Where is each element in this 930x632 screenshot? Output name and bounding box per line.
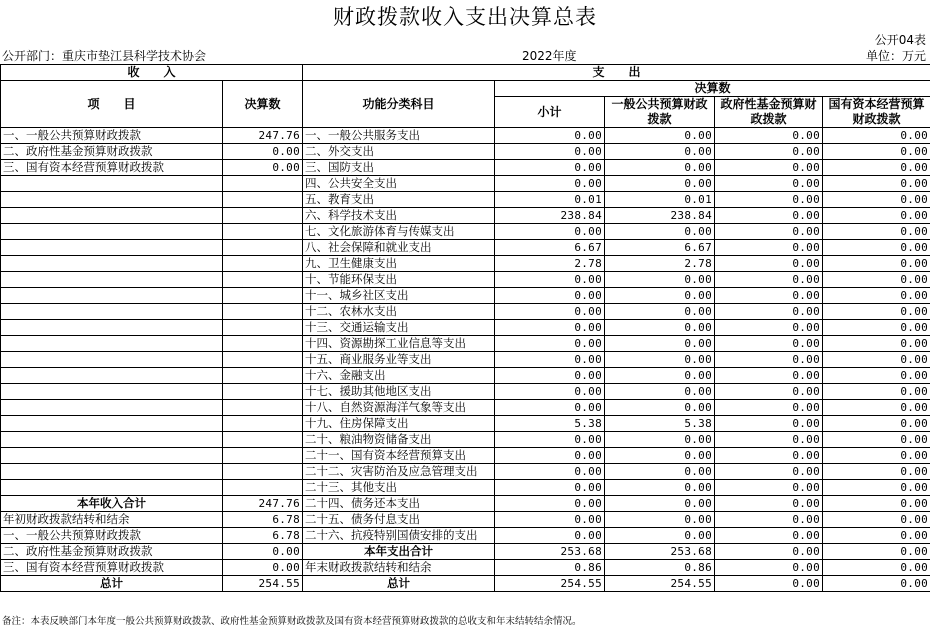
state-capital-value-cell: 0.00 bbox=[823, 480, 930, 496]
income-value-cell bbox=[223, 400, 303, 416]
general-budget-value-cell: 0.00 bbox=[605, 384, 715, 400]
income-item-cell bbox=[1, 208, 223, 224]
subtotal-value-cell: 0.00 bbox=[495, 400, 605, 416]
gov-fund-value-cell: 0.00 bbox=[715, 336, 823, 352]
state-capital-value-cell: 0.00 bbox=[823, 448, 930, 464]
state-capital-value-cell: 0.00 bbox=[823, 400, 930, 416]
expense-item-cell: 一、一般公共服务支出 bbox=[303, 128, 495, 144]
state-capital-value-cell: 0.00 bbox=[823, 368, 930, 384]
gov-fund-value-cell: 0.00 bbox=[715, 208, 823, 224]
state-capital-value-cell: 0.00 bbox=[823, 240, 930, 256]
income-value-cell bbox=[223, 368, 303, 384]
income-item-cell bbox=[1, 272, 223, 288]
state-capital-value-cell: 0.00 bbox=[823, 272, 930, 288]
expense-item-cell: 九、卫生健康支出 bbox=[303, 256, 495, 272]
income-item-cell bbox=[1, 176, 223, 192]
income-value-cell: 254.55 bbox=[223, 576, 303, 592]
subtotal-value-cell: 0.00 bbox=[495, 176, 605, 192]
state-capital-value-cell: 0.00 bbox=[823, 576, 930, 592]
income-value-cell: 6.78 bbox=[223, 512, 303, 528]
gov-fund-value-cell: 0.00 bbox=[715, 480, 823, 496]
general-budget-value-cell: 0.00 bbox=[605, 320, 715, 336]
state-capital-header: 国有资本经营预算财政拨款 bbox=[823, 97, 930, 128]
year-label: 2022年度 bbox=[522, 49, 577, 63]
general-budget-value-cell: 0.00 bbox=[605, 336, 715, 352]
general-budget-value-cell: 0.00 bbox=[605, 528, 715, 544]
general-budget-value-cell: 0.00 bbox=[605, 352, 715, 368]
gov-fund-value-cell: 0.00 bbox=[715, 496, 823, 512]
general-budget-value-cell: 0.86 bbox=[605, 560, 715, 576]
expense-item-cell: 十四、资源勘探工业信息等支出 bbox=[303, 336, 495, 352]
income-item-cell: 三、国有资本经营预算财政拨款 bbox=[1, 560, 223, 576]
header-row-2 bbox=[1, 81, 930, 97]
budget-table bbox=[0, 64, 930, 592]
subtotal-value-cell: 0.00 bbox=[495, 128, 605, 144]
table-row bbox=[1, 272, 930, 288]
subtotal-value-cell: 0.00 bbox=[495, 368, 605, 384]
state-capital-value-cell: 0.00 bbox=[823, 496, 930, 512]
expense-item-cell: 三、国防支出 bbox=[303, 160, 495, 176]
income-value-cell bbox=[223, 320, 303, 336]
gov-fund-value-cell: 0.00 bbox=[715, 528, 823, 544]
state-capital-value-cell: 0.00 bbox=[823, 304, 930, 320]
general-budget-value-cell: 0.00 bbox=[605, 432, 715, 448]
expense-item-cell: 五、教育支出 bbox=[303, 192, 495, 208]
income-value-cell bbox=[223, 304, 303, 320]
income-item-cell bbox=[1, 240, 223, 256]
general-budget-value-cell: 0.00 bbox=[605, 512, 715, 528]
table-row bbox=[1, 384, 930, 400]
income-value-cell bbox=[223, 192, 303, 208]
unit-label: 单位：万元 bbox=[865, 49, 926, 63]
state-capital-value-cell: 0.00 bbox=[823, 144, 930, 160]
income-item-cell bbox=[1, 192, 223, 208]
table-row bbox=[1, 144, 930, 160]
table-row bbox=[1, 544, 930, 560]
department-label: 公开部门：重庆市垫江县科学技术协会 bbox=[2, 49, 207, 63]
income-value-cell bbox=[223, 240, 303, 256]
income-item-cell: 一、一般公共预算财政拨款 bbox=[1, 528, 223, 544]
expense-item-cell: 总计 bbox=[303, 576, 495, 592]
income-item-cell bbox=[1, 448, 223, 464]
income-value-cell bbox=[223, 464, 303, 480]
expense-item-cell: 二、外交支出 bbox=[303, 144, 495, 160]
general-budget-value-cell: 0.00 bbox=[605, 400, 715, 416]
expense-item-cell: 二十三、其他支出 bbox=[303, 480, 495, 496]
gov-fund-value-cell: 0.00 bbox=[715, 368, 823, 384]
income-value-cell bbox=[223, 352, 303, 368]
subtotal-value-cell: 254.55 bbox=[495, 576, 605, 592]
table-row bbox=[1, 208, 930, 224]
subtotal-header: 小计 bbox=[495, 97, 605, 128]
table-row bbox=[1, 128, 930, 144]
subtotal-value-cell: 0.00 bbox=[495, 464, 605, 480]
gov-fund-header: 政府性基金预算财政拨款 bbox=[715, 97, 823, 128]
table-row bbox=[1, 432, 930, 448]
subtotal-value-cell: 0.00 bbox=[495, 336, 605, 352]
expense-item-cell: 二十四、债务还本支出 bbox=[303, 496, 495, 512]
gov-fund-value-cell: 0.00 bbox=[715, 432, 823, 448]
expense-item-cell: 八、社会保障和就业支出 bbox=[303, 240, 495, 256]
subtotal-value-cell: 253.68 bbox=[495, 544, 605, 560]
expense-item-cell: 六、科学技术支出 bbox=[303, 208, 495, 224]
expense-item-cell: 十二、农林水支出 bbox=[303, 304, 495, 320]
subtotal-value-cell: 0.00 bbox=[495, 304, 605, 320]
expense-item-cell: 四、公共安全支出 bbox=[303, 176, 495, 192]
subtotal-value-cell: 0.00 bbox=[495, 448, 605, 464]
meta-row bbox=[0, 48, 930, 64]
table-row bbox=[1, 400, 930, 416]
gov-fund-value-cell: 0.00 bbox=[715, 256, 823, 272]
subtotal-value-cell: 6.67 bbox=[495, 240, 605, 256]
income-item-cell bbox=[1, 224, 223, 240]
gov-fund-value-cell: 0.00 bbox=[715, 224, 823, 240]
state-capital-value-cell: 0.00 bbox=[823, 512, 930, 528]
general-budget-value-cell: 0.00 bbox=[605, 368, 715, 384]
table-row bbox=[1, 528, 930, 544]
general-budget-value-cell: 6.67 bbox=[605, 240, 715, 256]
subtotal-value-cell: 238.84 bbox=[495, 208, 605, 224]
footnote: 备注：本表反映部门本年度一般公共预算财政拨款、政府性基金预算财政拨款及国有资本经营预算财政拨款的总收支和年末结转结余情况。 bbox=[2, 616, 582, 627]
income-item-cell bbox=[1, 288, 223, 304]
expense-item-cell: 十七、援助其他地区支出 bbox=[303, 384, 495, 400]
general-budget-value-cell: 2.78 bbox=[605, 256, 715, 272]
subtotal-value-cell: 0.00 bbox=[495, 352, 605, 368]
income-amount-header: 决算数 bbox=[223, 81, 303, 128]
income-value-cell bbox=[223, 176, 303, 192]
gov-fund-value-cell: 0.00 bbox=[715, 512, 823, 528]
income-header: 收 入 bbox=[1, 65, 303, 81]
gov-fund-value-cell: 0.00 bbox=[715, 160, 823, 176]
subtotal-value-cell: 0.00 bbox=[495, 288, 605, 304]
income-value-cell bbox=[223, 272, 303, 288]
state-capital-value-cell: 0.00 bbox=[823, 256, 930, 272]
expense-header: 支 出 bbox=[303, 65, 930, 81]
general-budget-value-cell: 0.01 bbox=[605, 192, 715, 208]
expense-item-cell: 十八、自然资源海洋气象等支出 bbox=[303, 400, 495, 416]
state-capital-value-cell: 0.00 bbox=[823, 352, 930, 368]
gov-fund-value-cell: 0.00 bbox=[715, 448, 823, 464]
income-item-cell: 本年收入合计 bbox=[1, 496, 223, 512]
general-budget-value-cell: 253.68 bbox=[605, 544, 715, 560]
income-item-cell bbox=[1, 320, 223, 336]
income-value-cell: 0.00 bbox=[223, 560, 303, 576]
income-item-cell bbox=[1, 304, 223, 320]
state-capital-value-cell: 0.00 bbox=[823, 224, 930, 240]
table-row bbox=[1, 192, 930, 208]
state-capital-value-cell: 0.00 bbox=[823, 560, 930, 576]
gov-fund-value-cell: 0.00 bbox=[715, 272, 823, 288]
expense-item-cell: 二十、粮油物资储备支出 bbox=[303, 432, 495, 448]
subtotal-value-cell: 5.38 bbox=[495, 416, 605, 432]
expense-item-cell: 二十二、灾害防治及应急管理支出 bbox=[303, 464, 495, 480]
table-row bbox=[1, 480, 930, 496]
table-row bbox=[1, 496, 930, 512]
gov-fund-value-cell: 0.00 bbox=[715, 464, 823, 480]
subtotal-value-cell: 0.00 bbox=[495, 160, 605, 176]
expense-item-cell: 十九、住房保障支出 bbox=[303, 416, 495, 432]
general-budget-value-cell: 0.00 bbox=[605, 464, 715, 480]
income-value-cell bbox=[223, 288, 303, 304]
income-item-cell bbox=[1, 432, 223, 448]
state-capital-value-cell: 0.00 bbox=[823, 128, 930, 144]
gov-fund-value-cell: 0.00 bbox=[715, 384, 823, 400]
gov-fund-value-cell: 0.00 bbox=[715, 416, 823, 432]
general-budget-value-cell: 0.00 bbox=[605, 304, 715, 320]
subtotal-value-cell: 0.00 bbox=[495, 512, 605, 528]
income-item-cell: 二、政府性基金预算财政拨款 bbox=[1, 544, 223, 560]
income-item-cell: 二、政府性基金预算财政拨款 bbox=[1, 144, 223, 160]
state-capital-value-cell: 0.00 bbox=[823, 416, 930, 432]
state-capital-value-cell: 0.00 bbox=[823, 544, 930, 560]
table-row bbox=[1, 512, 930, 528]
state-capital-value-cell: 0.00 bbox=[823, 288, 930, 304]
state-capital-value-cell: 0.00 bbox=[823, 432, 930, 448]
item-header: 项 目 bbox=[1, 81, 223, 128]
table-row bbox=[1, 160, 930, 176]
income-item-cell bbox=[1, 368, 223, 384]
subtotal-value-cell: 0.00 bbox=[495, 432, 605, 448]
subtotal-value-cell: 0.00 bbox=[495, 224, 605, 240]
state-capital-value-cell: 0.00 bbox=[823, 384, 930, 400]
table-row bbox=[1, 224, 930, 240]
state-capital-value-cell: 0.00 bbox=[823, 192, 930, 208]
table-row bbox=[1, 176, 930, 192]
income-value-cell bbox=[223, 384, 303, 400]
income-value-cell bbox=[223, 432, 303, 448]
income-item-cell: 总计 bbox=[1, 576, 223, 592]
expense-item-cell: 本年支出合计 bbox=[303, 544, 495, 560]
gov-fund-value-cell: 0.00 bbox=[715, 576, 823, 592]
state-capital-value-cell: 0.00 bbox=[823, 528, 930, 544]
general-budget-value-cell: 0.00 bbox=[605, 128, 715, 144]
income-item-cell bbox=[1, 480, 223, 496]
income-item-cell: 年初财政拨款结转和结余 bbox=[1, 512, 223, 528]
gov-fund-value-cell: 0.00 bbox=[715, 352, 823, 368]
expense-item-cell: 七、文化旅游体育与传媒支出 bbox=[303, 224, 495, 240]
income-item-cell bbox=[1, 336, 223, 352]
state-capital-value-cell: 0.00 bbox=[823, 320, 930, 336]
table-row bbox=[1, 240, 930, 256]
table-row bbox=[1, 368, 930, 384]
expense-item-cell: 十五、商业服务业等支出 bbox=[303, 352, 495, 368]
header-row-1 bbox=[1, 65, 930, 81]
subtotal-value-cell: 0.00 bbox=[495, 144, 605, 160]
table-row bbox=[1, 336, 930, 352]
general-budget-value-cell: 0.00 bbox=[605, 144, 715, 160]
expense-item-cell: 十六、金融支出 bbox=[303, 368, 495, 384]
gov-fund-value-cell: 0.00 bbox=[715, 304, 823, 320]
income-item-cell bbox=[1, 416, 223, 432]
expense-item-cell: 二十六、抗疫特别国债安排的支出 bbox=[303, 528, 495, 544]
subtotal-value-cell: 0.00 bbox=[495, 496, 605, 512]
state-capital-value-cell: 0.00 bbox=[823, 160, 930, 176]
state-capital-value-cell: 0.00 bbox=[823, 464, 930, 480]
income-item-cell: 三、国有资本经营预算财政拨款 bbox=[1, 160, 223, 176]
general-budget-value-cell: 0.00 bbox=[605, 272, 715, 288]
table-row bbox=[1, 352, 930, 368]
table-row bbox=[1, 464, 930, 480]
table-row bbox=[1, 560, 930, 576]
subtotal-value-cell: 0.00 bbox=[495, 528, 605, 544]
gov-fund-value-cell: 0.00 bbox=[715, 400, 823, 416]
subtotal-value-cell: 2.78 bbox=[495, 256, 605, 272]
income-item-cell bbox=[1, 352, 223, 368]
final-amount-group-header: 决算数 bbox=[495, 81, 930, 97]
state-capital-value-cell: 0.00 bbox=[823, 336, 930, 352]
gov-fund-value-cell: 0.00 bbox=[715, 128, 823, 144]
expense-item-cell: 十、节能环保支出 bbox=[303, 272, 495, 288]
general-budget-value-cell: 0.00 bbox=[605, 176, 715, 192]
table-row bbox=[1, 304, 930, 320]
table-row bbox=[1, 416, 930, 432]
general-budget-header: 一般公共预算财政拨款 bbox=[605, 97, 715, 128]
state-capital-value-cell: 0.00 bbox=[823, 208, 930, 224]
expense-item-cell: 十三、交通运输支出 bbox=[303, 320, 495, 336]
income-item-cell bbox=[1, 400, 223, 416]
general-budget-value-cell: 0.00 bbox=[605, 160, 715, 176]
income-value-cell bbox=[223, 224, 303, 240]
gov-fund-value-cell: 0.00 bbox=[715, 320, 823, 336]
report-title: 财政拨款收入支出决算总表 bbox=[333, 5, 597, 29]
income-item-cell bbox=[1, 384, 223, 400]
gov-fund-value-cell: 0.00 bbox=[715, 240, 823, 256]
general-budget-value-cell: 0.00 bbox=[605, 224, 715, 240]
subtotal-value-cell: 0.00 bbox=[495, 384, 605, 400]
income-value-cell: 0.00 bbox=[223, 160, 303, 176]
expense-item-cell: 年末财政拨款结转和结余 bbox=[303, 560, 495, 576]
general-budget-value-cell: 238.84 bbox=[605, 208, 715, 224]
income-value-cell bbox=[223, 448, 303, 464]
table-row bbox=[1, 576, 930, 592]
func-class-header: 功能分类科目 bbox=[303, 81, 495, 128]
subtotal-value-cell: 0.00 bbox=[495, 480, 605, 496]
income-value-cell: 247.76 bbox=[223, 496, 303, 512]
subtotal-value-cell: 0.01 bbox=[495, 192, 605, 208]
state-capital-value-cell: 0.00 bbox=[823, 176, 930, 192]
table-row bbox=[1, 288, 930, 304]
general-budget-value-cell: 5.38 bbox=[605, 416, 715, 432]
table-code: 公开04表 bbox=[874, 33, 926, 47]
general-budget-value-cell: 0.00 bbox=[605, 288, 715, 304]
table-row bbox=[1, 320, 930, 336]
expense-item-cell: 二十一、国有资本经营预算支出 bbox=[303, 448, 495, 464]
subtotal-value-cell: 0.86 bbox=[495, 560, 605, 576]
general-budget-value-cell: 254.55 bbox=[605, 576, 715, 592]
income-value-cell: 6.78 bbox=[223, 528, 303, 544]
income-value-cell: 0.00 bbox=[223, 144, 303, 160]
general-budget-value-cell: 0.00 bbox=[605, 448, 715, 464]
income-value-cell: 0.00 bbox=[223, 544, 303, 560]
income-value-cell bbox=[223, 416, 303, 432]
income-value-cell bbox=[223, 480, 303, 496]
income-item-cell: 一、一般公共预算财政拨款 bbox=[1, 128, 223, 144]
gov-fund-value-cell: 0.00 bbox=[715, 544, 823, 560]
gov-fund-value-cell: 0.00 bbox=[715, 176, 823, 192]
gov-fund-value-cell: 0.00 bbox=[715, 288, 823, 304]
gov-fund-value-cell: 0.00 bbox=[715, 144, 823, 160]
expense-item-cell: 十一、城乡社区支出 bbox=[303, 288, 495, 304]
gov-fund-value-cell: 0.00 bbox=[715, 560, 823, 576]
table-row bbox=[1, 256, 930, 272]
table-row bbox=[1, 448, 930, 464]
income-value-cell bbox=[223, 208, 303, 224]
expense-item-cell: 二十五、债务付息支出 bbox=[303, 512, 495, 528]
general-budget-value-cell: 0.00 bbox=[605, 496, 715, 512]
subtotal-value-cell: 0.00 bbox=[495, 272, 605, 288]
subtotal-value-cell: 0.00 bbox=[495, 320, 605, 336]
income-value-cell: 247.76 bbox=[223, 128, 303, 144]
gov-fund-value-cell: 0.00 bbox=[715, 192, 823, 208]
income-item-cell bbox=[1, 464, 223, 480]
income-item-cell bbox=[1, 256, 223, 272]
income-value-cell bbox=[223, 336, 303, 352]
income-value-cell bbox=[223, 256, 303, 272]
general-budget-value-cell: 0.00 bbox=[605, 480, 715, 496]
